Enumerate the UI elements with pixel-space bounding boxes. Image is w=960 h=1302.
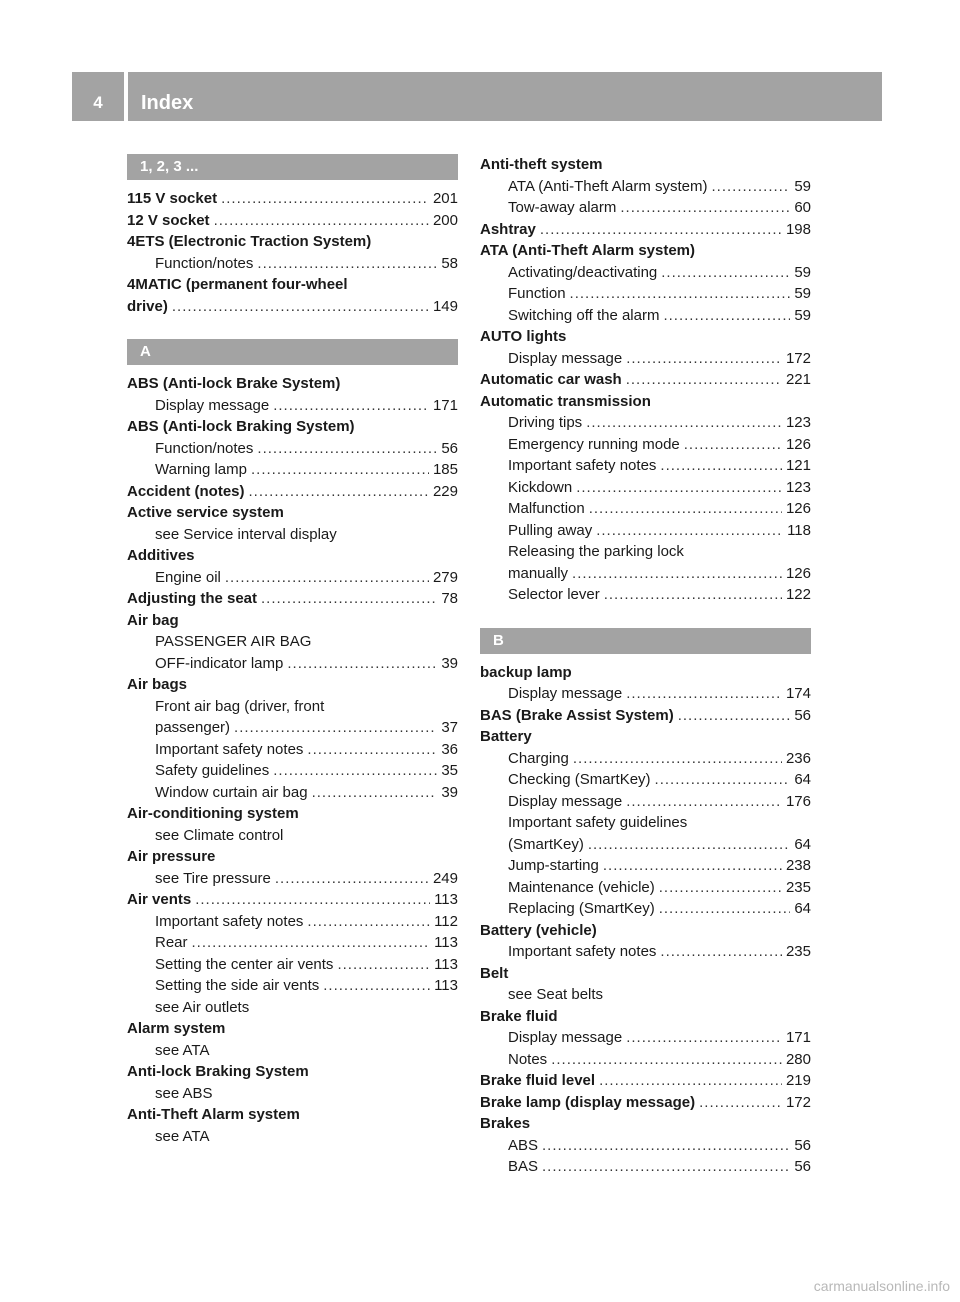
index-entry-sub[interactable] <box>480 197 811 219</box>
entry-term: ATA (Anti-Theft Alarm system) <box>508 177 708 195</box>
dot-leader <box>195 889 430 911</box>
index-entry-sub[interactable] <box>127 868 458 890</box>
entry-page-ref[interactable]: 219 <box>785 1072 811 1089</box>
index-entry-main[interactable] <box>480 369 811 391</box>
dot-leader <box>626 369 782 391</box>
entry-term: Activating/deactivating <box>508 263 658 281</box>
entry-term: Display message <box>508 685 623 702</box>
entry-term: Tow-away alarm <box>508 199 617 216</box>
entry-term: Selector lever <box>508 586 600 603</box>
index-heading: Brakes <box>480 1115 531 1132</box>
entry-term: Display message <box>508 1029 623 1046</box>
header-divider <box>124 72 128 121</box>
entry-term: OFF-indicator lamp <box>155 654 284 672</box>
index-entry-sub[interactable] <box>127 438 458 460</box>
entry-page-ref[interactable]: 78 <box>441 590 458 607</box>
entry-term: Adjusting the seat <box>127 590 258 607</box>
index-heading: backup lamp <box>480 663 572 681</box>
dot-leader <box>287 653 437 675</box>
entry-term: Important safety notes <box>155 740 304 758</box>
dot-leader <box>678 705 791 727</box>
entry-page-ref[interactable]: 64 <box>794 771 811 788</box>
index-heading: Battery (vehicle) <box>480 921 597 939</box>
dot-leader <box>542 1135 790 1157</box>
index-entry-sub[interactable] <box>480 1049 811 1071</box>
dot-leader <box>551 1049 782 1071</box>
entry-page-ref[interactable]: 112 <box>434 912 458 930</box>
entry-page-ref[interactable]: 113 <box>434 955 458 973</box>
dot-leader <box>626 683 782 705</box>
dot-leader <box>273 395 429 417</box>
entry-term: BAS (Brake Assist System) <box>480 706 674 724</box>
entry-page-ref[interactable]: 121 <box>785 457 811 474</box>
index-entry-sub[interactable] <box>480 683 811 705</box>
dot-leader <box>660 455 782 477</box>
index-entry-sub[interactable] <box>480 748 811 770</box>
dot-leader <box>249 481 429 503</box>
dot-leader <box>603 855 782 877</box>
index-entry-sub[interactable] <box>480 176 811 198</box>
index-entry-sub[interactable] <box>480 305 811 327</box>
entry-term: drive) <box>127 297 168 315</box>
dot-leader <box>570 283 791 305</box>
index-entry-sub[interactable] <box>127 739 458 761</box>
entry-page-ref[interactable]: 171 <box>785 1029 811 1046</box>
entry-page-ref[interactable]: 171 <box>432 396 458 414</box>
index-entry-sub[interactable] <box>480 520 811 542</box>
index-entry-main[interactable] <box>127 210 458 232</box>
index-heading: Anti-Theft Alarm system <box>127 1106 300 1123</box>
entry-page-ref[interactable]: 113 <box>434 891 458 908</box>
dot-leader <box>257 438 437 460</box>
dot-leader <box>172 296 429 318</box>
entry-page-ref[interactable]: 59 <box>794 306 811 324</box>
entry-term: Display message <box>155 396 270 414</box>
index-entry-main[interactable] <box>127 889 458 911</box>
dot-leader <box>192 932 431 954</box>
entry-page-ref[interactable]: 56 <box>794 706 811 724</box>
index-heading: Battery <box>480 728 532 745</box>
index-entry-sub[interactable] <box>480 262 811 284</box>
entry-term: Automatic car wash <box>480 371 622 388</box>
index-entry-sub[interactable] <box>480 1027 811 1049</box>
section-spacer <box>127 317 458 339</box>
entry-term: Air vents <box>127 891 192 908</box>
index-heading: Alarm system <box>127 1020 226 1037</box>
index-heading: ATA (Anti-Theft Alarm system) <box>480 242 696 259</box>
index-subentry-text: see Air outlets <box>155 998 250 1016</box>
entry-term: Replacing (SmartKey) <box>508 900 655 917</box>
dot-leader <box>684 434 782 456</box>
entry-term: Notes <box>508 1050 548 1068</box>
entry-page-ref[interactable]: 64 <box>794 900 811 917</box>
entry-term: Maintenance (vehicle) <box>508 878 655 896</box>
entry-term: see Tire pressure <box>155 869 271 887</box>
entry-page-ref[interactable]: 149 <box>432 297 458 315</box>
entry-page-ref[interactable]: 59 <box>794 177 811 195</box>
entry-page-ref[interactable]: 235 <box>785 943 811 960</box>
index-entry-main[interactable] <box>127 481 458 503</box>
index-column-right <box>480 154 811 1178</box>
index-entry-main[interactable] <box>480 1070 811 1092</box>
entry-page-ref[interactable]: 126 <box>785 500 811 517</box>
entry-term: Brake lamp (display message) <box>480 1093 696 1111</box>
entry-term: Emergency running mode <box>508 435 680 453</box>
entry-page-ref[interactable]: 198 <box>785 220 811 238</box>
dot-leader <box>540 219 782 241</box>
dot-leader <box>586 412 782 434</box>
section-spacer <box>480 606 811 628</box>
index-heading: 4MATIC (permanent four-wheel <box>127 276 348 293</box>
entry-term: Rear <box>155 934 188 951</box>
index-entry-sub[interactable] <box>480 348 811 370</box>
index-heading: Additives <box>127 547 195 564</box>
entry-term: Warning lamp <box>155 461 247 478</box>
entry-term: Brake fluid level <box>480 1072 596 1089</box>
dot-leader <box>323 975 430 997</box>
entry-page-ref[interactable]: 200 <box>432 211 458 229</box>
dot-leader <box>660 941 782 963</box>
entry-term: Switching off the alarm <box>508 306 660 324</box>
dot-leader <box>257 253 437 275</box>
page-header-bar <box>72 72 882 121</box>
index-entry-sub[interactable] <box>127 717 458 739</box>
entry-term: Accident (notes) <box>127 482 245 500</box>
dot-leader <box>711 176 790 198</box>
entry-page-ref[interactable]: 123 <box>785 414 811 431</box>
entry-term: Important safety notes <box>508 943 657 960</box>
index-entry-main[interactable] <box>480 219 811 241</box>
dot-leader <box>661 262 790 284</box>
dot-leader <box>626 348 782 370</box>
index-heading: Air pressure <box>127 848 216 865</box>
entry-page-ref[interactable]: 59 <box>794 263 811 281</box>
index-heading: ABS (Anti-lock Brake System) <box>127 375 341 392</box>
dot-leader <box>275 868 429 890</box>
section-letter-bar: A <box>127 339 458 365</box>
dot-leader <box>626 1027 782 1049</box>
index-entry-sub[interactable] <box>480 877 811 899</box>
entry-page-ref[interactable]: 280 <box>785 1050 811 1068</box>
entry-page-ref[interactable]: 126 <box>785 564 811 582</box>
index-entry-main[interactable] <box>127 588 458 610</box>
dot-leader <box>699 1092 782 1114</box>
index-heading: Air bag <box>127 611 179 629</box>
entry-page-ref[interactable]: 235 <box>785 878 811 896</box>
dot-leader <box>273 760 437 782</box>
index-heading: Anti-lock Braking System <box>127 1063 309 1080</box>
dot-leader <box>626 791 782 813</box>
index-entry-main[interactable] <box>480 705 811 727</box>
entry-term: ABS <box>508 1136 539 1154</box>
dot-leader <box>659 898 791 920</box>
entry-term: Important safety notes <box>155 912 304 930</box>
dot-leader <box>588 834 790 856</box>
entry-term: Window curtain air bag <box>155 783 308 801</box>
watermark: carmanualsonline.info <box>813 1278 950 1294</box>
entry-term: Jump-starting <box>508 857 599 874</box>
entry-page-ref[interactable]: 229 <box>432 482 458 500</box>
index-entry-sub[interactable] <box>127 395 458 417</box>
entry-page-ref[interactable]: 35 <box>441 762 458 779</box>
index-heading: Air-conditioning system <box>127 805 299 822</box>
entry-term: Driving tips <box>508 414 583 431</box>
index-entry-sub[interactable] <box>480 898 811 920</box>
index-subentry-text: PASSENGER AIR BAG <box>155 633 312 650</box>
index-entry-sub[interactable] <box>480 584 811 606</box>
entry-page-ref[interactable]: 56 <box>794 1158 811 1175</box>
section-letter-bar: B <box>480 628 811 654</box>
entry-term: Malfunction <box>508 500 585 517</box>
entry-page-ref[interactable]: 56 <box>441 439 458 457</box>
entry-page-ref[interactable]: 126 <box>785 435 811 453</box>
index-heading: ABS (Anti-lock Braking System) <box>127 418 355 435</box>
index-entry-sub[interactable] <box>127 975 458 997</box>
dot-leader <box>261 588 437 610</box>
index-entry-sub[interactable] <box>480 769 811 791</box>
index-subentry-text: Important safety guidelines <box>508 814 688 831</box>
entry-page-ref[interactable]: 174 <box>785 685 811 702</box>
dot-leader <box>225 567 429 589</box>
dot-leader <box>599 1070 782 1092</box>
dot-leader <box>596 520 783 542</box>
entry-term: 12 V socket <box>127 211 210 229</box>
index-entry-sub[interactable] <box>480 455 811 477</box>
entry-term: manually <box>508 564 569 582</box>
entry-term: Function/notes <box>155 439 254 457</box>
index-subentry-text: see Climate control <box>155 826 284 844</box>
entry-term: Display message <box>508 349 623 367</box>
index-entry-sub[interactable] <box>127 954 458 976</box>
entry-page-ref[interactable]: 172 <box>785 349 811 367</box>
index-entry-sub[interactable] <box>127 253 458 275</box>
index-entry-sub[interactable] <box>127 782 458 804</box>
entry-page-ref[interactable]: 118 <box>787 521 811 539</box>
dot-leader <box>589 498 782 520</box>
entry-page-ref[interactable]: 279 <box>432 568 458 586</box>
entry-term: Engine oil <box>155 568 221 586</box>
section-letter-bar: 1, 2, 3 ... <box>127 154 458 180</box>
index-entry-sub[interactable] <box>480 477 811 499</box>
dot-leader <box>214 210 429 232</box>
index-heading: AUTO lights <box>480 328 567 345</box>
dot-leader <box>663 305 790 327</box>
entry-page-ref[interactable]: 238 <box>785 857 811 874</box>
entry-term: (SmartKey) <box>508 835 584 853</box>
index-subentry-text: see ATA <box>155 1127 210 1145</box>
index-entry-sub[interactable] <box>480 791 811 813</box>
index-heading: Air bags <box>127 676 188 693</box>
entry-term: Safety guidelines <box>155 762 270 779</box>
entry-page-ref[interactable]: 113 <box>434 934 458 951</box>
entry-page-ref[interactable]: 172 <box>785 1093 811 1111</box>
entry-term: Kickdown <box>508 478 573 496</box>
index-entry-sub[interactable] <box>480 283 811 305</box>
entry-page-ref[interactable]: 185 <box>432 461 458 478</box>
index-entry-sub[interactable] <box>127 932 458 954</box>
dot-leader <box>337 954 430 976</box>
dot-leader <box>655 769 791 791</box>
dot-leader <box>312 782 438 804</box>
index-entry-sub[interactable] <box>127 567 458 589</box>
dot-leader <box>542 1156 790 1178</box>
index-entry-sub[interactable] <box>480 412 811 434</box>
index-entry-sub[interactable] <box>480 498 811 520</box>
entry-page-ref[interactable]: 39 <box>441 654 458 672</box>
index-subentry-text: see Seat belts <box>508 986 604 1003</box>
entry-page-ref[interactable]: 39 <box>441 783 458 801</box>
index-entry-sub[interactable] <box>480 563 811 585</box>
entry-term: Pulling away <box>508 521 593 539</box>
index-heading: Anti-theft system <box>480 156 603 173</box>
index-entry-sub[interactable] <box>127 911 458 933</box>
dot-leader <box>620 197 790 219</box>
dot-leader <box>576 477 782 499</box>
dot-leader <box>604 584 782 606</box>
entry-page-ref[interactable]: 64 <box>794 835 811 853</box>
entry-term: Important safety notes <box>508 457 657 474</box>
entry-page-ref[interactable]: 113 <box>434 977 458 994</box>
index-entry-sub[interactable] <box>480 834 811 856</box>
entry-term: Function/notes <box>155 254 254 272</box>
index-entry-sub[interactable] <box>480 1156 811 1178</box>
entry-page-ref[interactable]: 236 <box>785 749 811 767</box>
index-heading: Automatic transmission <box>480 392 651 410</box>
index-subentry-text: Releasing the parking lock <box>508 543 684 560</box>
index-subentry-text: Front air bag (driver, front <box>155 697 325 715</box>
index-entry-sub[interactable] <box>127 653 458 675</box>
index-entry-main[interactable] <box>480 1092 811 1114</box>
entry-page-ref[interactable]: 123 <box>785 478 811 496</box>
dot-leader <box>221 188 429 210</box>
index-entry-main[interactable] <box>127 188 458 210</box>
entry-term: Display message <box>508 792 623 810</box>
dot-leader <box>659 877 782 899</box>
entry-term: 115 V socket <box>127 190 218 207</box>
index-heading: Active service system <box>127 504 284 521</box>
index-entry-sub[interactable] <box>480 941 811 963</box>
entry-term: Setting the center air vents <box>155 955 334 973</box>
index-entry-sub[interactable] <box>480 855 811 877</box>
entry-term: passenger) <box>155 719 231 736</box>
index-entry-sub[interactable] <box>480 1135 811 1157</box>
index-subentry-text: see ABS <box>155 1084 213 1102</box>
entry-term: Checking (SmartKey) <box>508 771 651 788</box>
index-entry-sub[interactable] <box>127 459 458 481</box>
entry-page-ref[interactable]: 221 <box>785 371 811 388</box>
index-heading: Brake fluid <box>480 1007 558 1025</box>
page-title: Index <box>141 92 194 114</box>
dot-leader <box>573 748 782 770</box>
index-subentry-text: see ATA <box>155 1041 210 1059</box>
entry-term: Setting the side air vents <box>155 977 320 994</box>
entry-page-ref[interactable]: 176 <box>785 792 811 810</box>
index-entry-sub[interactable] <box>480 434 811 456</box>
page-number: 4 <box>93 93 103 112</box>
entry-page-ref[interactable]: 58 <box>441 254 458 272</box>
entry-term: Charging <box>508 749 569 767</box>
dot-leader <box>307 911 430 933</box>
index-subentry-text: see Service interval display <box>155 525 337 543</box>
entry-page-ref[interactable]: 201 <box>432 190 458 207</box>
dot-leader <box>572 563 782 585</box>
index-entry-sub[interactable] <box>127 760 458 782</box>
entry-term: Ashtray <box>480 220 536 238</box>
entry-page-ref[interactable]: 59 <box>794 285 811 302</box>
entry-page-ref[interactable]: 60 <box>794 199 811 216</box>
entry-page-ref[interactable]: 249 <box>432 869 458 887</box>
entry-page-ref[interactable]: 36 <box>441 740 458 758</box>
entry-term: Function <box>508 285 566 302</box>
dot-leader <box>251 459 429 481</box>
dot-leader <box>234 717 437 739</box>
index-heading: Belt <box>480 964 509 982</box>
index-entry-main[interactable] <box>127 296 458 318</box>
entry-page-ref[interactable]: 122 <box>785 586 811 603</box>
index-heading: 4ETS (Electronic Traction System) <box>127 233 372 250</box>
entry-page-ref[interactable]: 56 <box>794 1136 811 1154</box>
index-column-left <box>127 154 458 1147</box>
entry-term: BAS <box>508 1158 539 1175</box>
entry-page-ref[interactable]: 37 <box>441 719 458 736</box>
dot-leader <box>307 739 437 761</box>
